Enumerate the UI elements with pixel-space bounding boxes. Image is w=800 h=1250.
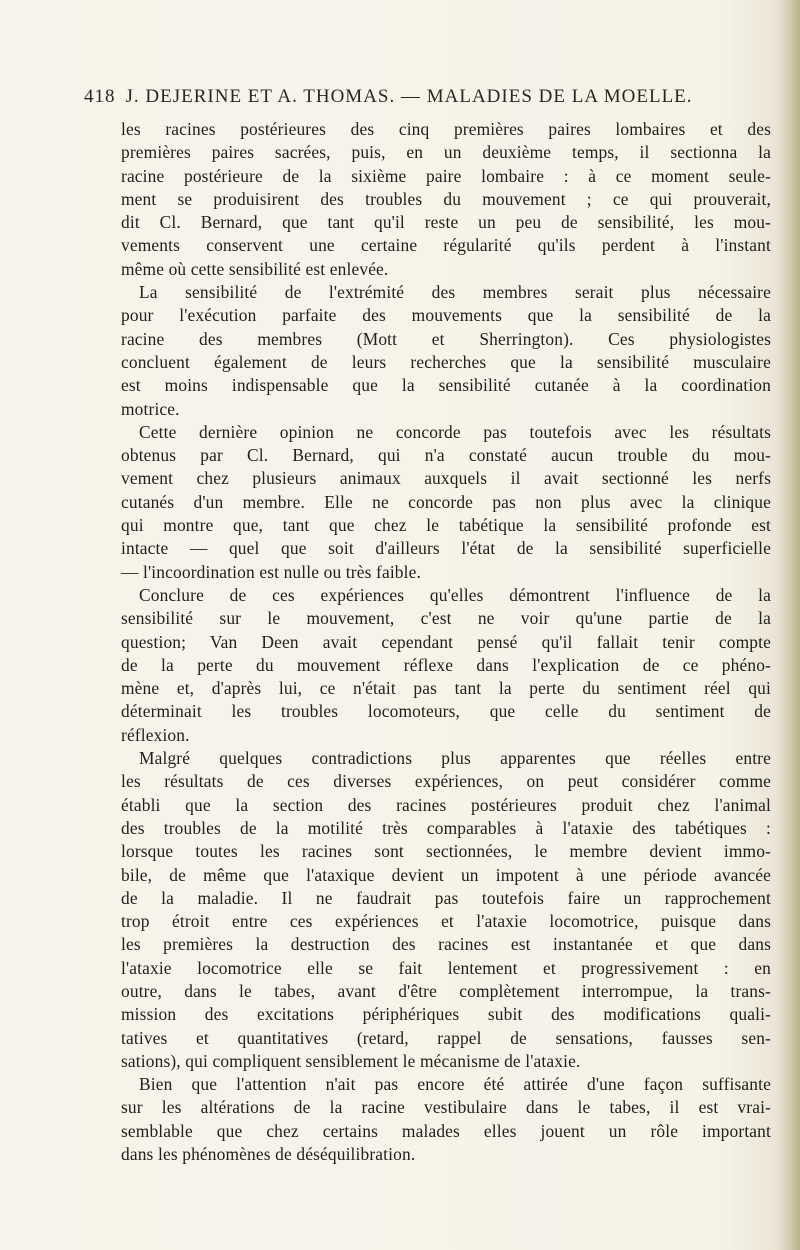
- text-line: de la perte du mouvement réflexe dans l'explication de ce phéno-: [121, 654, 771, 675]
- text-line: les premières la destruction des racines est instantanée et que dans: [121, 934, 771, 955]
- text-line: Malgré quelques contradictions plus apparentes que réelles entre: [139, 748, 771, 769]
- text-line: sensibilité sur le mouvement, c'est ne voir qu'une partie de la: [121, 608, 771, 629]
- text-line: réflexion.: [121, 724, 190, 745]
- text-line: est moins indispensable que la sensibilité cutanée à la coordination: [121, 375, 771, 396]
- page-edge-shadow: [778, 0, 800, 1250]
- text-line: premières paires sacrées, puis, en un deuxième temps, il sectionna la: [121, 142, 771, 163]
- text-line: tatives et quantitatives (retard, rappel de sensations, fausses sen-: [121, 1027, 771, 1048]
- text-line: établi que la section des racines postérieures produit chez l'animal: [121, 794, 771, 815]
- body-text: [121, 118, 771, 1166]
- text-line: question; Van Deen avait cependant pensé qu'il fallait tenir compte: [121, 631, 771, 652]
- text-line: vement chez plusieurs animaux auxquels il avait sectionné les nerfs: [121, 468, 771, 489]
- running-title: J. DEJERINE ET A. THOMAS. — MALADIES DE LA MOELLE.: [125, 86, 693, 107]
- text-line: outre, dans le tabes, avant d'être complètement interrompue, la trans-: [121, 980, 771, 1001]
- page-number: 418: [84, 86, 116, 107]
- text-line: vements conservent une certaine régularité qu'ils perdent à l'instant: [121, 235, 771, 256]
- text-line: cutanés d'un membre. Elle ne concorde pas non plus avec la clinique: [121, 491, 771, 512]
- text-line: racine des membres (Mott et Sherrington). Ces physiologistes: [121, 328, 771, 349]
- text-line: qui montre que, tant que chez le tabétique la sensibilité profonde est: [121, 515, 771, 536]
- text-line: les racines postérieures des cinq premières paires lombaires et des: [121, 119, 771, 139]
- text-line: bile, de même que l'ataxique devient un impotent à une période avancée: [121, 864, 771, 885]
- text-line: racine postérieure de la sixième paire lombaire : à ce moment seule-: [121, 165, 771, 186]
- text-line: ment se produisirent des troubles du mouvement ; ce qui prouverait,: [121, 188, 771, 209]
- text-line: obtenus par Cl. Bernard, qui n'a constaté aucun trouble du mou-: [121, 445, 771, 466]
- text-line: motrice.: [121, 398, 180, 419]
- text-line: — l'incoordination est nulle ou très faible.: [121, 561, 421, 582]
- text-line: Conclure de ces expériences qu'elles démontrent l'influence de la: [139, 584, 771, 605]
- text-line: pour l'exécution parfaite des mouvements que la sensibilité de la: [121, 305, 771, 326]
- text-line: Bien que l'attention n'ait pas encore été attirée d'une façon suffisante: [139, 1074, 771, 1095]
- text-line: mission des excitations périphériques subit des modifications quali-: [121, 1004, 771, 1025]
- text-line: dans les phénomènes de déséquilibration.: [121, 1144, 416, 1165]
- text-line: l'ataxie locomotrice elle se fait lentement et progressivement : en: [121, 957, 771, 978]
- text-line: trop étroit entre ces expériences et l'ataxie locomotrice, puisque dans: [121, 911, 771, 932]
- text-line: les résultats de ces diverses expériences, on peut considérer comme: [121, 771, 771, 792]
- text-line: concluent également de leurs recherches que la sensibilité musculaire: [121, 351, 771, 372]
- text-line: même où cette sensibilité est enlevée.: [121, 258, 389, 279]
- text-line: semblable que chez certains malades elles jouent un rôle important: [121, 1120, 771, 1141]
- running-header: [84, 86, 774, 108]
- text-line: de la maladie. Il ne faudrait pas toutefois faire un rapprochement: [121, 887, 771, 908]
- text-line: dit Cl. Bernard, que tant qu'il reste un peu de sensibilité, les mou-: [121, 212, 771, 233]
- text-line: mène et, d'après lui, ce n'était pas tant la perte du sentiment réel qui: [121, 678, 771, 699]
- text-line: déterminait les troubles locomoteurs, que celle du sentiment de: [121, 701, 771, 722]
- text-line: La sensibilité de l'extrémité des membres serait plus nécessaire: [139, 282, 771, 303]
- text-line: sur les altérations de la racine vestibulaire dans le tabes, il est vrai-: [121, 1097, 771, 1118]
- text-line: lorsque toutes les racines sont sectionnées, le membre devient immo-: [121, 841, 771, 862]
- text-line: sations), qui compliquent sensiblement le mécanisme de l'ataxie.: [121, 1050, 581, 1071]
- text-line: Cette dernière opinion ne concorde pas toutefois avec les résultats: [139, 421, 771, 442]
- text-line: des troubles de la motilité très comparables à l'ataxie des tabétiques :: [121, 817, 771, 838]
- text-line: intacte — quel que soit d'ailleurs l'état de la sensibilité superficielle: [121, 538, 771, 559]
